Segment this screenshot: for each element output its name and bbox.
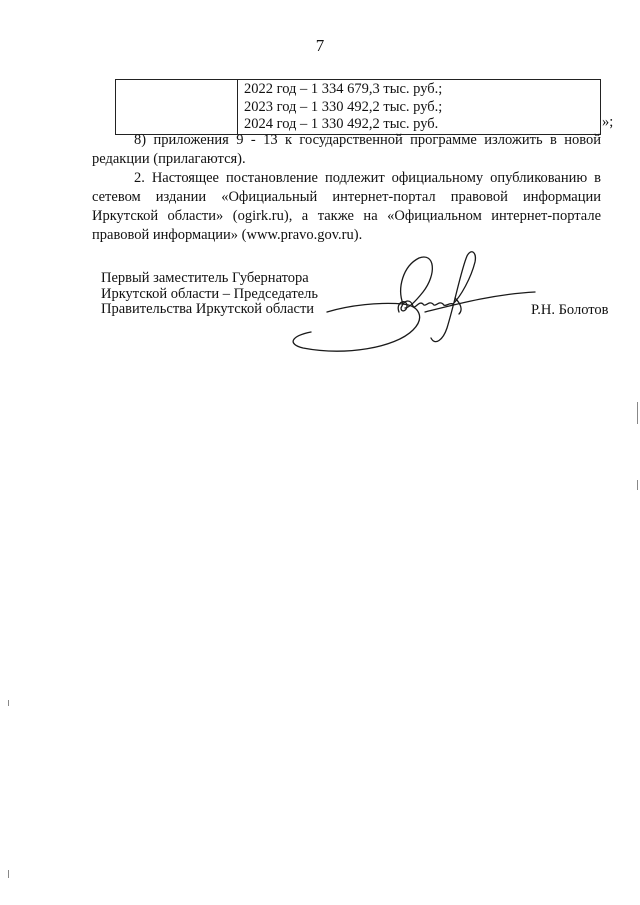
funding-line-2022: 2022 год – 1 334 679,3 тыс. руб.;: [244, 81, 443, 97]
scan-artifact: [8, 870, 9, 878]
scan-artifact: [637, 402, 638, 424]
table-funding-cell: [238, 80, 601, 135]
handwritten-signature: [285, 248, 555, 360]
scan-artifact: [637, 480, 638, 490]
table-row: [116, 80, 601, 135]
signer-name: Р.Н. Болотов: [531, 302, 609, 318]
closing-quote-mark: »;: [602, 114, 614, 130]
scan-artifact: [8, 700, 9, 706]
paragraph-text: 8) приложения 9 - 13 к государственной программе изложить в новой редакции (прилагаются).: [92, 132, 601, 167]
paragraph-text: 2. Настоящее постановление подлежит официальному опубликованию в сетевом издании «Официальный интернет-портал правовой информации Иркутской области» (ogirk.ru), а также на «Официальном интернет-портале правовой информации» (www.pravo.gov.ru).: [92, 170, 601, 243]
signatory-title-line: Первый заместитель Губернатора: [101, 270, 309, 286]
funding-line-2024: 2024 год – 1 330 492,2 тыс. руб.: [244, 116, 439, 132]
table-empty-cell: [116, 80, 238, 135]
signatory-title-line: Иркутской области – Председатель: [101, 285, 318, 302]
paragraph-item-8: [92, 131, 601, 169]
signatory-title-line: Правительства Иркутской области: [101, 301, 315, 317]
funding-line-2023: 2023 год – 1 330 492,2 тыс. руб.;: [244, 98, 443, 115]
page-number: 7: [315, 36, 325, 55]
funding-table: [115, 79, 601, 135]
paragraph-item-2: [92, 169, 601, 245]
